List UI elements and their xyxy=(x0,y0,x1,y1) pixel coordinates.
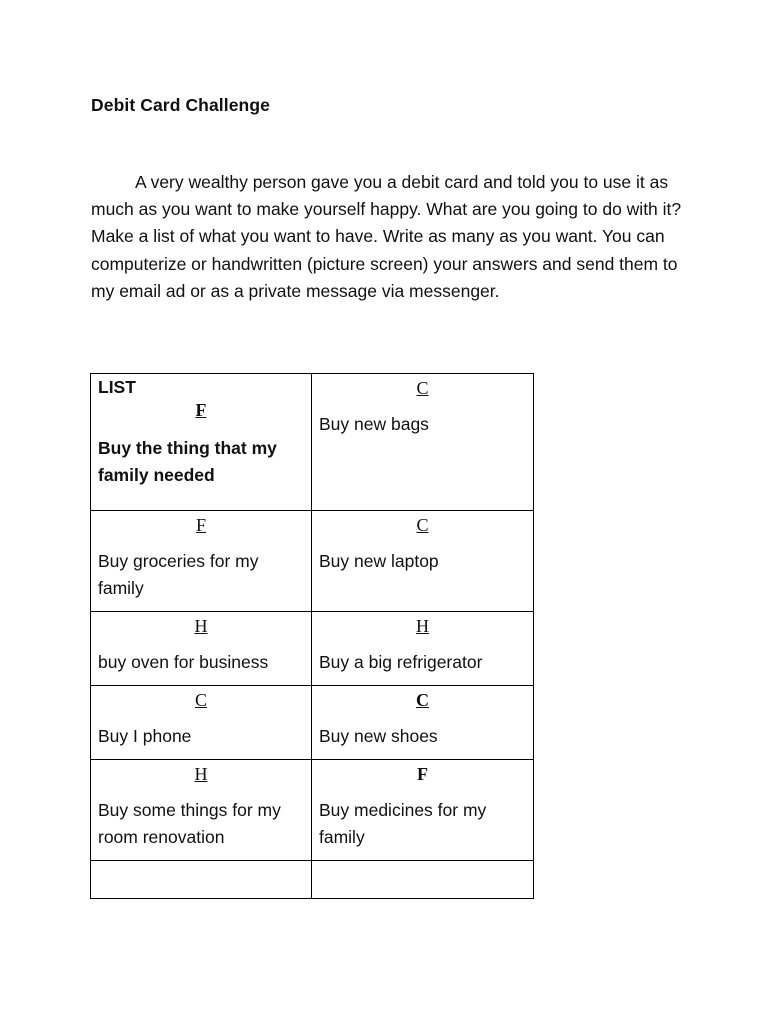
table-row xyxy=(91,511,534,612)
category-code: H xyxy=(416,616,429,636)
table-row xyxy=(91,686,534,760)
table-cell xyxy=(91,511,312,612)
list-item: Buy new bags xyxy=(319,414,429,434)
list-item: buy oven for business xyxy=(98,652,269,672)
table-cell xyxy=(312,686,534,760)
category-code: H xyxy=(194,616,208,636)
table-cell xyxy=(91,861,312,899)
table-row xyxy=(91,861,534,899)
category-code: C xyxy=(194,690,207,710)
table-cell xyxy=(312,760,534,861)
list-header-label: LIST xyxy=(98,377,136,397)
list-item: Buy groceries for my family xyxy=(98,551,259,598)
category-code: C xyxy=(416,690,429,710)
table-cell xyxy=(312,861,534,899)
list-item: Buy new laptop xyxy=(319,551,439,571)
category-code: C xyxy=(416,378,429,398)
category-code: H xyxy=(194,764,208,784)
list-item: Buy the thing that my family needed xyxy=(98,438,277,485)
table-cell xyxy=(312,511,534,612)
table-row xyxy=(91,612,534,686)
category-code: C xyxy=(416,515,429,535)
intro-paragraph: A very wealthy person gave you a debit card and told you to use it as much as you want to make yourself happy. What are you going to do with it? Make a list of what you want to have. Write as many as you want. You can computerize or handwritten (picture screen) your answers and send them to my email ad or as a private message via messenger. xyxy=(91,172,682,301)
list-item: Buy some things for my room renovation xyxy=(98,800,281,847)
list-item: Buy a big refrigerator xyxy=(319,652,483,672)
table-cell xyxy=(91,760,312,861)
category-code: F xyxy=(417,764,428,784)
table-cell xyxy=(312,374,534,511)
category-code: F xyxy=(195,400,207,420)
table-cell xyxy=(91,686,312,760)
table-cell xyxy=(91,612,312,686)
document-title: Debit Card Challenge xyxy=(91,95,270,115)
table-cell xyxy=(91,374,312,511)
list-item: Buy medicines for my family xyxy=(319,800,487,847)
table-row xyxy=(91,760,534,861)
list-item: Buy new shoes xyxy=(319,726,438,746)
list-item: Buy I phone xyxy=(98,726,192,746)
table-cell xyxy=(312,612,534,686)
table-row xyxy=(91,374,534,511)
wish-list-table xyxy=(90,373,534,899)
category-code: F xyxy=(195,515,206,535)
